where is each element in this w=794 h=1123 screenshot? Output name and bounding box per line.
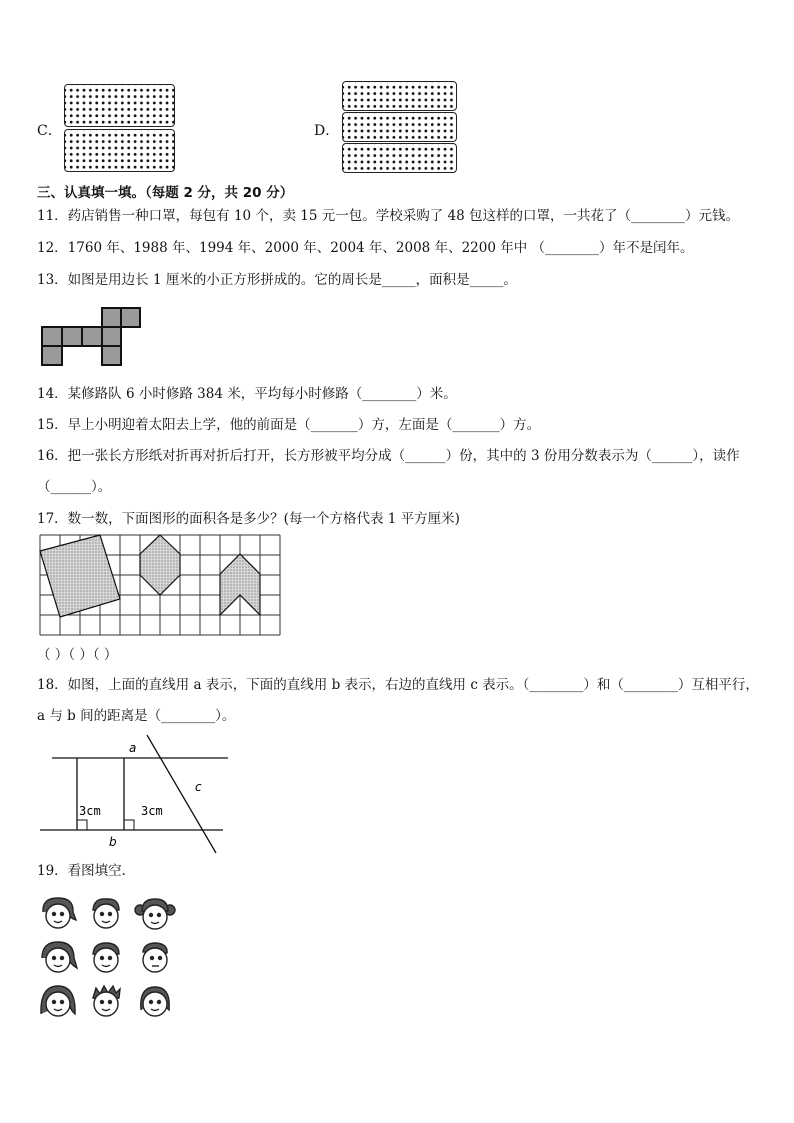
- face-girl-bob-icon: [141, 987, 169, 1016]
- option-c-label: C．: [37, 123, 62, 139]
- right-angle-mark-right: [124, 820, 134, 830]
- face-boy-spiky-icon: [93, 986, 120, 1016]
- face-boy-side-icon: [143, 943, 167, 972]
- q19-faces-figure: [38, 894, 188, 1026]
- question-17-answers: （ ）（ ）（ ）: [37, 647, 118, 663]
- line-c: [147, 735, 216, 853]
- question-16-line-1: 16．把一张长方形纸对折再对折后打开，长方形被平均分成（______）份，其中的 3 份用分数表示为（______），读作: [37, 448, 740, 464]
- question-17: 17．数一数，下面图形的面积各是多少？(每一个方格代表 1 平方厘米): [37, 511, 460, 527]
- section-3-title: 三、认真填一填。（每题 2 分，共 20 分）: [37, 185, 294, 201]
- q17-shape-hexagon: [140, 535, 180, 595]
- label-a: a: [129, 741, 137, 755]
- label-b: b: [109, 835, 117, 849]
- q13-square: [121, 308, 140, 327]
- option-c-dot-block-top: [64, 84, 175, 127]
- distance-left: 3cm: [79, 804, 101, 818]
- q13-square: [102, 346, 121, 365]
- option-d-dot-block-3: [342, 143, 457, 173]
- question-16-line-2: （______）。: [37, 479, 112, 495]
- q17-grid-figure: [38, 533, 286, 637]
- q18-parallel-lines-figure: [38, 733, 228, 855]
- right-angle-mark-left: [77, 820, 87, 830]
- q17-shape-tilted-square: [40, 535, 120, 617]
- q13-square: [42, 327, 62, 346]
- face-boy-icon: [93, 943, 119, 972]
- face-girl-pigtails-icon: [135, 899, 175, 929]
- question-14: 14．某修路队 6 小时修路 384 米，平均每小时修路（________）米。: [37, 386, 457, 402]
- distance-right: 3cm: [141, 804, 163, 818]
- face-boy-icon: [93, 899, 119, 928]
- label-c: c: [195, 780, 202, 794]
- q13-square-figure: [40, 306, 144, 368]
- question-11: 11．药店销售一种口罩，每包有 10 个，卖 15 元一包。学校采购了 48 包这样的口罩，一共花了（________）元钱。: [37, 208, 739, 224]
- question-19: 19．看图填空．: [37, 863, 136, 879]
- question-12: 12．1760 年、1988 年、1994 年、2000 年、2004 年、2008 年、2200 年中 （________）年不是闰年。: [37, 240, 694, 256]
- question-15: 15．早上小明迎着太阳去上学，他的前面是（_______）方，左面是（_______）方。: [37, 417, 541, 433]
- question-18-line-2: a 与 b 间的距离是（________）。: [37, 708, 236, 724]
- q13-square: [82, 327, 102, 346]
- q13-square: [62, 327, 82, 346]
- face-girl-icon: [42, 942, 77, 972]
- q13-square: [102, 327, 121, 346]
- face-girl-long-hair-icon: [41, 986, 75, 1016]
- face-girl-icon: [43, 898, 76, 928]
- option-d-dot-block-2: [342, 112, 457, 142]
- question-13: 13．如图是用边长 1 厘米的小正方形拼成的。它的周长是_____，面积是_____。: [37, 272, 517, 288]
- q13-square: [42, 346, 62, 365]
- question-18-line-1: 18．如图，上面的直线用 a 表示，下面的直线用 b 表示，右边的直线用 c 表示。（________）和（________）互相平行，: [37, 677, 759, 693]
- option-d-label: D．: [314, 123, 340, 139]
- option-c-dot-block-bottom: [64, 129, 175, 172]
- q13-square: [102, 308, 121, 327]
- option-d-dot-block-1: [342, 81, 457, 111]
